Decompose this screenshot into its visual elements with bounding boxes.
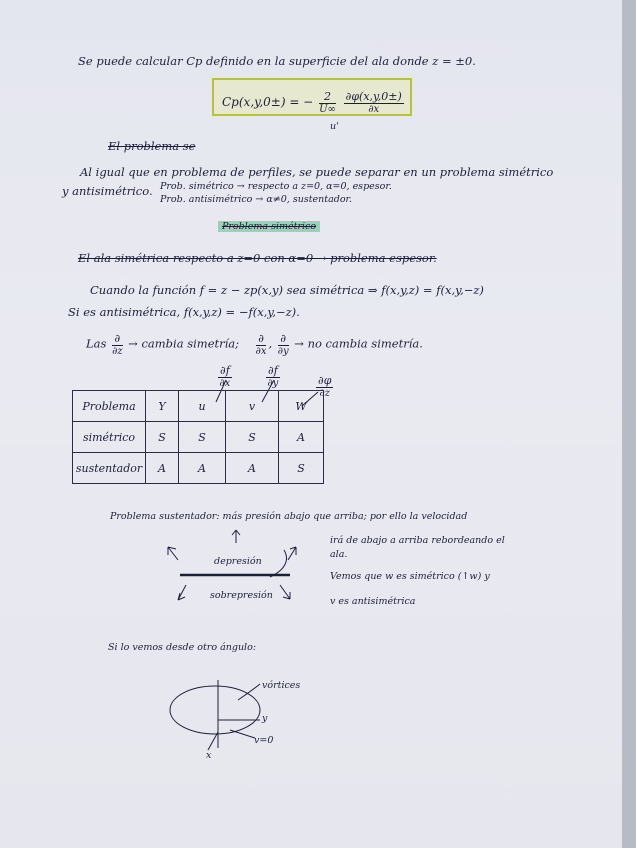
text-line-4c: Prob. antisimétrico → α≠0, sustentador. [160, 194, 353, 205]
fraction-numerator: ∂φ [318, 374, 332, 387]
derivative-text-a: Las [86, 336, 107, 351]
text-line-3: Al igual que en problema de perfiles, se puede separar en un problema simétrico [80, 165, 554, 179]
fraction-denominator: ∂x [255, 346, 267, 357]
table-row [73, 453, 324, 484]
w-symmetric-label: Vemos que w es simétrico [330, 571, 455, 582]
table-header-cell: Y [146, 391, 179, 422]
table-cell: A [279, 422, 324, 453]
table-cell: simétrico [73, 422, 146, 453]
derivative-line: Las $\frac{\partial}{\partial z}$ → cambia simetría; $\frac{\partial}{\partial x}$ , $\frac{\partial}{\partial y}$ → no cambia simetría. [86, 332, 423, 357]
page-edge [622, 0, 636, 848]
label-vortices: vórtices [262, 680, 301, 691]
text-line-7: Si es antisimétrica, f(x,y,z) = −f(x,y,−z). [68, 305, 300, 319]
w-symbol: (↑w) [457, 571, 482, 582]
formula-lhs: Cp(x,y,0±) = − [222, 95, 314, 109]
section-heading [218, 221, 320, 232]
label-axis-x: x [206, 750, 212, 761]
fraction-numerator: ∂ [278, 332, 289, 346]
fraction-d-dy [278, 332, 289, 357]
derivative-text-d: → no cambia simetría. [294, 336, 423, 351]
text-line-1: Se puede calcular Cp definido en la superficie del ala donde z = ±0. [78, 54, 476, 68]
label-v-zero: v=0 [254, 735, 274, 746]
table-cell: sustentador [73, 453, 146, 484]
conjunction-y: y [484, 571, 490, 582]
text-sustentador-3: ala. [330, 549, 348, 560]
text-line-6: Cuando la función f = z − zp(x,y) sea simétrica ⇒ f(x,y,z) = f(x,y,−z) [90, 283, 484, 297]
table-cell: S [146, 422, 179, 453]
fraction-numerator: ∂ [256, 332, 267, 346]
fraction-numerator: ∂f [268, 364, 278, 377]
text-otro-angulo: Si lo vemos desde otro ángulo: [108, 642, 257, 653]
fraction-d-dx [256, 332, 267, 357]
text-v-antisymmetric: v es antisimétrica [330, 596, 416, 607]
table-cell: S [179, 422, 226, 453]
table-header-cell: W [279, 391, 324, 422]
fraction-dphi-dx [344, 90, 404, 115]
table-header-cell: v [226, 391, 279, 422]
text-line-4a: y antisimétrico. [62, 184, 153, 198]
table-cell: S [226, 422, 279, 453]
heading-label: Problema simétrico [218, 221, 320, 232]
wing-pressure-diagram [150, 525, 320, 615]
text-line-4b: Prob. simétrico → respecto a z=0, α=0, espesor. [160, 181, 392, 192]
label-axis-y: y [262, 713, 268, 724]
text-sustentador-1: Problema sustentador: más presión abajo que arriba; por ello la velocidad [110, 511, 468, 522]
table-cell: A [226, 453, 279, 484]
text-w-symmetric [330, 571, 490, 582]
text-sustentador-2: irá de abajo a arriba rebordeando el [330, 535, 505, 546]
fraction-numerator: ∂ [112, 332, 122, 346]
table-header-cell: Problema [73, 391, 146, 422]
cp-formula [222, 90, 406, 115]
fraction-numerator: ∂φ(x,y,0±) [345, 90, 402, 103]
struck-text-1: El problema se [108, 139, 196, 153]
fraction-denominator: ∂x [368, 104, 380, 115]
table-row [73, 422, 324, 453]
derivative-text-b: → cambia simetría; [128, 336, 240, 351]
fraction-d-dz [112, 332, 122, 357]
table-cell: S [279, 453, 324, 484]
fraction-2-uinf [319, 90, 336, 115]
fraction-numerator: ∂f [220, 364, 230, 377]
symmetry-table [72, 390, 324, 484]
fraction-denominator: ∂x [219, 378, 231, 389]
label-depresion: depresión [214, 556, 262, 567]
table-header-row [73, 391, 324, 422]
struck-text-2: El ala simétrica respecto a z=0 con α=0 → problema espesor. [78, 251, 437, 265]
table-cell: A [179, 453, 226, 484]
label-sobrepresion: sobrepresión [210, 590, 273, 601]
fraction-denominator: ∂z [112, 346, 123, 357]
fraction-denominator: ∂y [267, 378, 279, 389]
fraction-denominator: ∂y [277, 346, 289, 357]
fraction-denominator: U∞ [319, 104, 336, 115]
table-cell: A [146, 453, 179, 484]
formula-u-label: u' [330, 121, 339, 132]
table-header-cell: u [179, 391, 226, 422]
fraction-numerator: 2 [319, 90, 336, 104]
fraction-denominator: ∂z [319, 388, 330, 399]
